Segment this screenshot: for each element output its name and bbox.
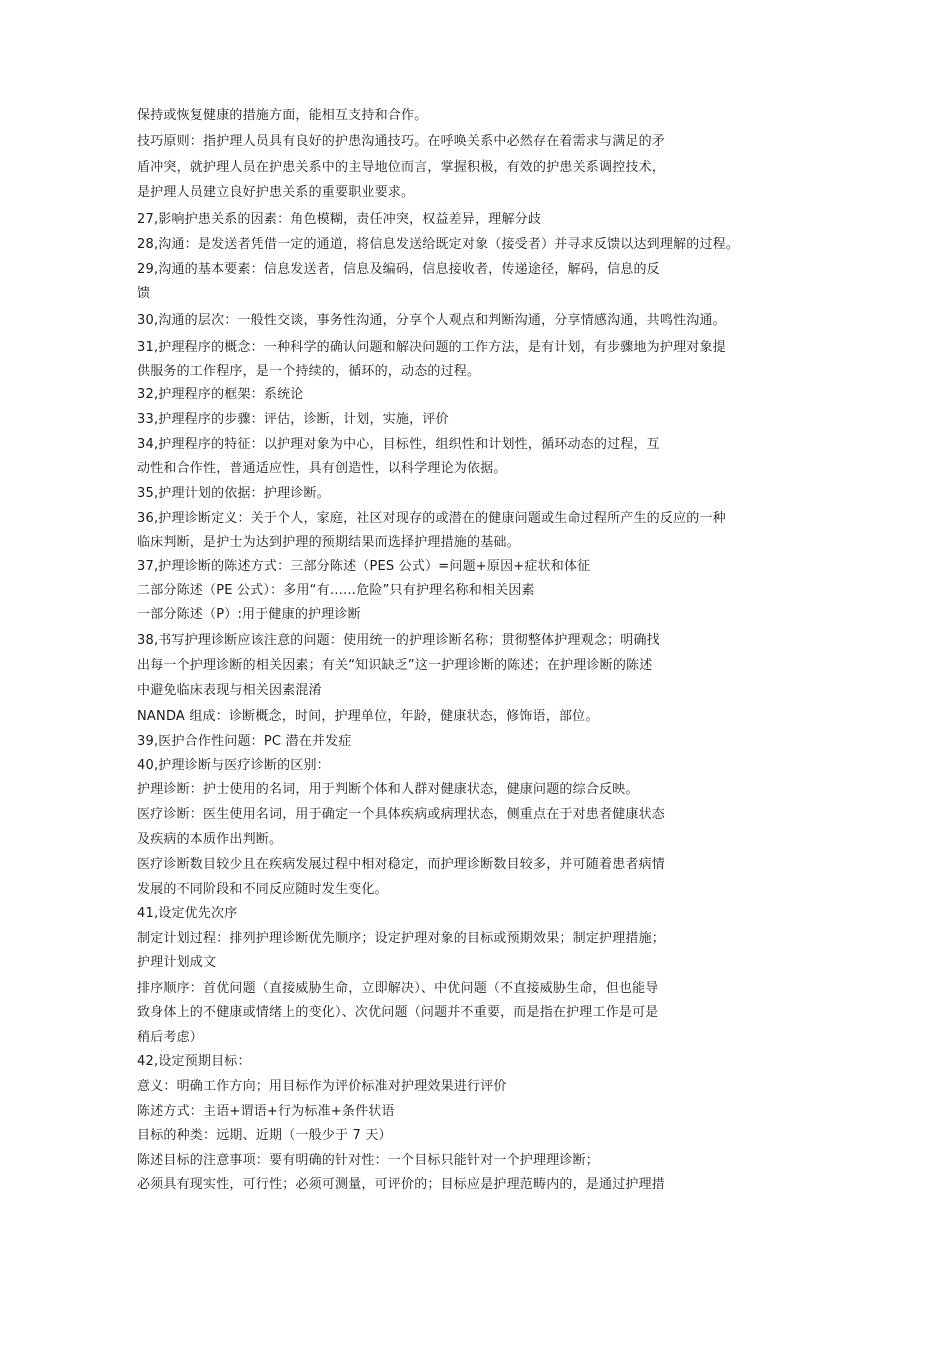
- text-line: 医疗诊断：医生使用名词，用于确定一个具体疾病或病理状态，侧重点在于对患者健康状态: [137, 807, 666, 822]
- text-line: 临床判断，是护士为达到护理的预期结果而选择护理措施的基础。: [137, 535, 520, 550]
- text-line: 意义：明确工作方向；用目标作为评价标准对护理效果进行评价: [137, 1079, 507, 1094]
- text-line: 38,书写护理诊断应该注意的问题：使用统一的护理诊断名称；贯彻整体护理观念；明确找: [137, 633, 660, 648]
- text-line: 陈述方式：主语+谓语+行为标准+条件状语: [137, 1104, 395, 1119]
- text-line: 技巧原则：指护理人员具有良好的护患沟通技巧。在呼唤关系中必然存在着需求与满足的矛: [137, 134, 666, 149]
- text-line: 必须具有现实性，可行性；必须可测量，可评价的；目标应是护理范畴内的，是通过护理措: [137, 1177, 666, 1192]
- text-line: 42,设定预期目标：: [137, 1054, 251, 1069]
- text-line: 37,护理诊断的陈述方式：三部分陈述（PES 公式）=问题+原因+症状和体征: [137, 559, 591, 574]
- text-line: 医疗诊断数目较少且在疾病发展过程中相对稳定，而护理诊断数目较多，并可随着患者病情: [137, 857, 666, 872]
- text-line: 稍后考虑）: [137, 1030, 204, 1045]
- text-line: 32,护理程序的框架：系统论: [137, 387, 304, 402]
- text-line: 36,护理诊断定义：关于个人，家庭，社区对现存的或潜在的健康问题或生命过程所产生的反应的一种: [137, 511, 726, 526]
- text-line: 一部分陈述（P）:用于健康的护理诊断: [137, 607, 361, 622]
- text-line: 35,护理计划的依据：护理诊断。: [137, 486, 330, 501]
- text-line: 中避免临床表现与相关因素混淆: [137, 683, 322, 698]
- text-line: 护理诊断：护士使用的名词，用于判断个体和人群对健康状态，健康问题的综合反映。: [137, 782, 639, 797]
- text-line: 二部分陈述（PE 公式）：多用“有……危险”只有护理名称和相关因素: [137, 583, 535, 598]
- text-line: 动性和合作性，普通适应性，具有创造性，以科学理论为依据。: [137, 461, 507, 476]
- text-line: 27,影响护患关系的因素：角色模糊，责任冲突，权益差异，理解分歧: [137, 212, 542, 227]
- text-line: 发展的不同阶段和不同反应随时发生变化。: [137, 882, 388, 897]
- text-line: 28,沟通：是发送者凭借一定的通道，将信息发送给既定对象（接受者）并寻求反馈以达到理解的过程。: [137, 237, 740, 252]
- text-line: 供服务的工作程序，是一个持续的，循环的，动态的过程。: [137, 364, 481, 379]
- text-line: 陈述目标的注意事项：要有明确的针对性：一个目标只能针对一个护理理诊断；: [137, 1153, 600, 1168]
- text-line: 盾冲突，就护理人员在护患关系中的主导地位而言，掌握积极，有效的护患关系调控技术，: [137, 160, 666, 175]
- text-line: NANDA 组成：诊断概念，时间，护理单位，年龄，健康状态，修饰语，部位。: [137, 709, 599, 724]
- text-line: 及疾病的本质作出判断。: [137, 832, 283, 847]
- text-line: 31,护理程序的概念：一种科学的确认问题和解决问题的工作方法，是有计划，有步骤地为护理对象提: [137, 340, 726, 355]
- text-line: 致身体上的不健康或情绪上的变化）、次优问题（问题并不重要，而是指在护理工作是可是: [137, 1005, 659, 1020]
- text-line: 29,沟通的基本要素：信息发送者，信息及编码，信息接收者，传递途径，解码，信息的反: [137, 262, 660, 277]
- text-line: 41,设定优先次序: [137, 906, 238, 921]
- text-line: 33,护理程序的步骤：评估，诊断，计划，实施，评价: [137, 412, 449, 427]
- text-line: 出每一个护理诊断的相关因素；有关“知识缺乏”这一护理诊断的陈述；在护理诊断的陈述: [137, 658, 653, 673]
- text-line: 馈: [137, 286, 151, 301]
- text-line: 排序顺序：首优问题（直接威胁生命，立即解决）、中优问题（不直接威胁生命，但也能导: [137, 981, 659, 996]
- text-line: 30,沟通的层次：一般性交谈，事务性沟通，分享个人观点和判断沟通，分享情感沟通，共鸣性沟通。: [137, 313, 726, 328]
- text-line: 39,医护合作性问题：PC 潜在并发症: [137, 734, 352, 749]
- text-line: 护理计划成文: [137, 955, 217, 970]
- text-line: 34,护理程序的特征：以护理对象为中心，目标性，组织性和计划性，循环动态的过程，互: [137, 437, 660, 452]
- text-line: 制定计划过程：排列护理诊断优先顺序；设定护理对象的目标或预期效果；制定护理措施；: [137, 931, 666, 946]
- text-line: 40,护理诊断与医疗诊断的区别：: [137, 758, 330, 773]
- text-line: 目标的种类：远期、近期（一般少于 7 天）: [137, 1128, 392, 1143]
- text-line: 是护理人员建立良好护患关系的重要职业要求。: [137, 185, 415, 200]
- text-line: 保持或恢复健康的措施方面，能相互支持和合作。: [137, 108, 428, 123]
